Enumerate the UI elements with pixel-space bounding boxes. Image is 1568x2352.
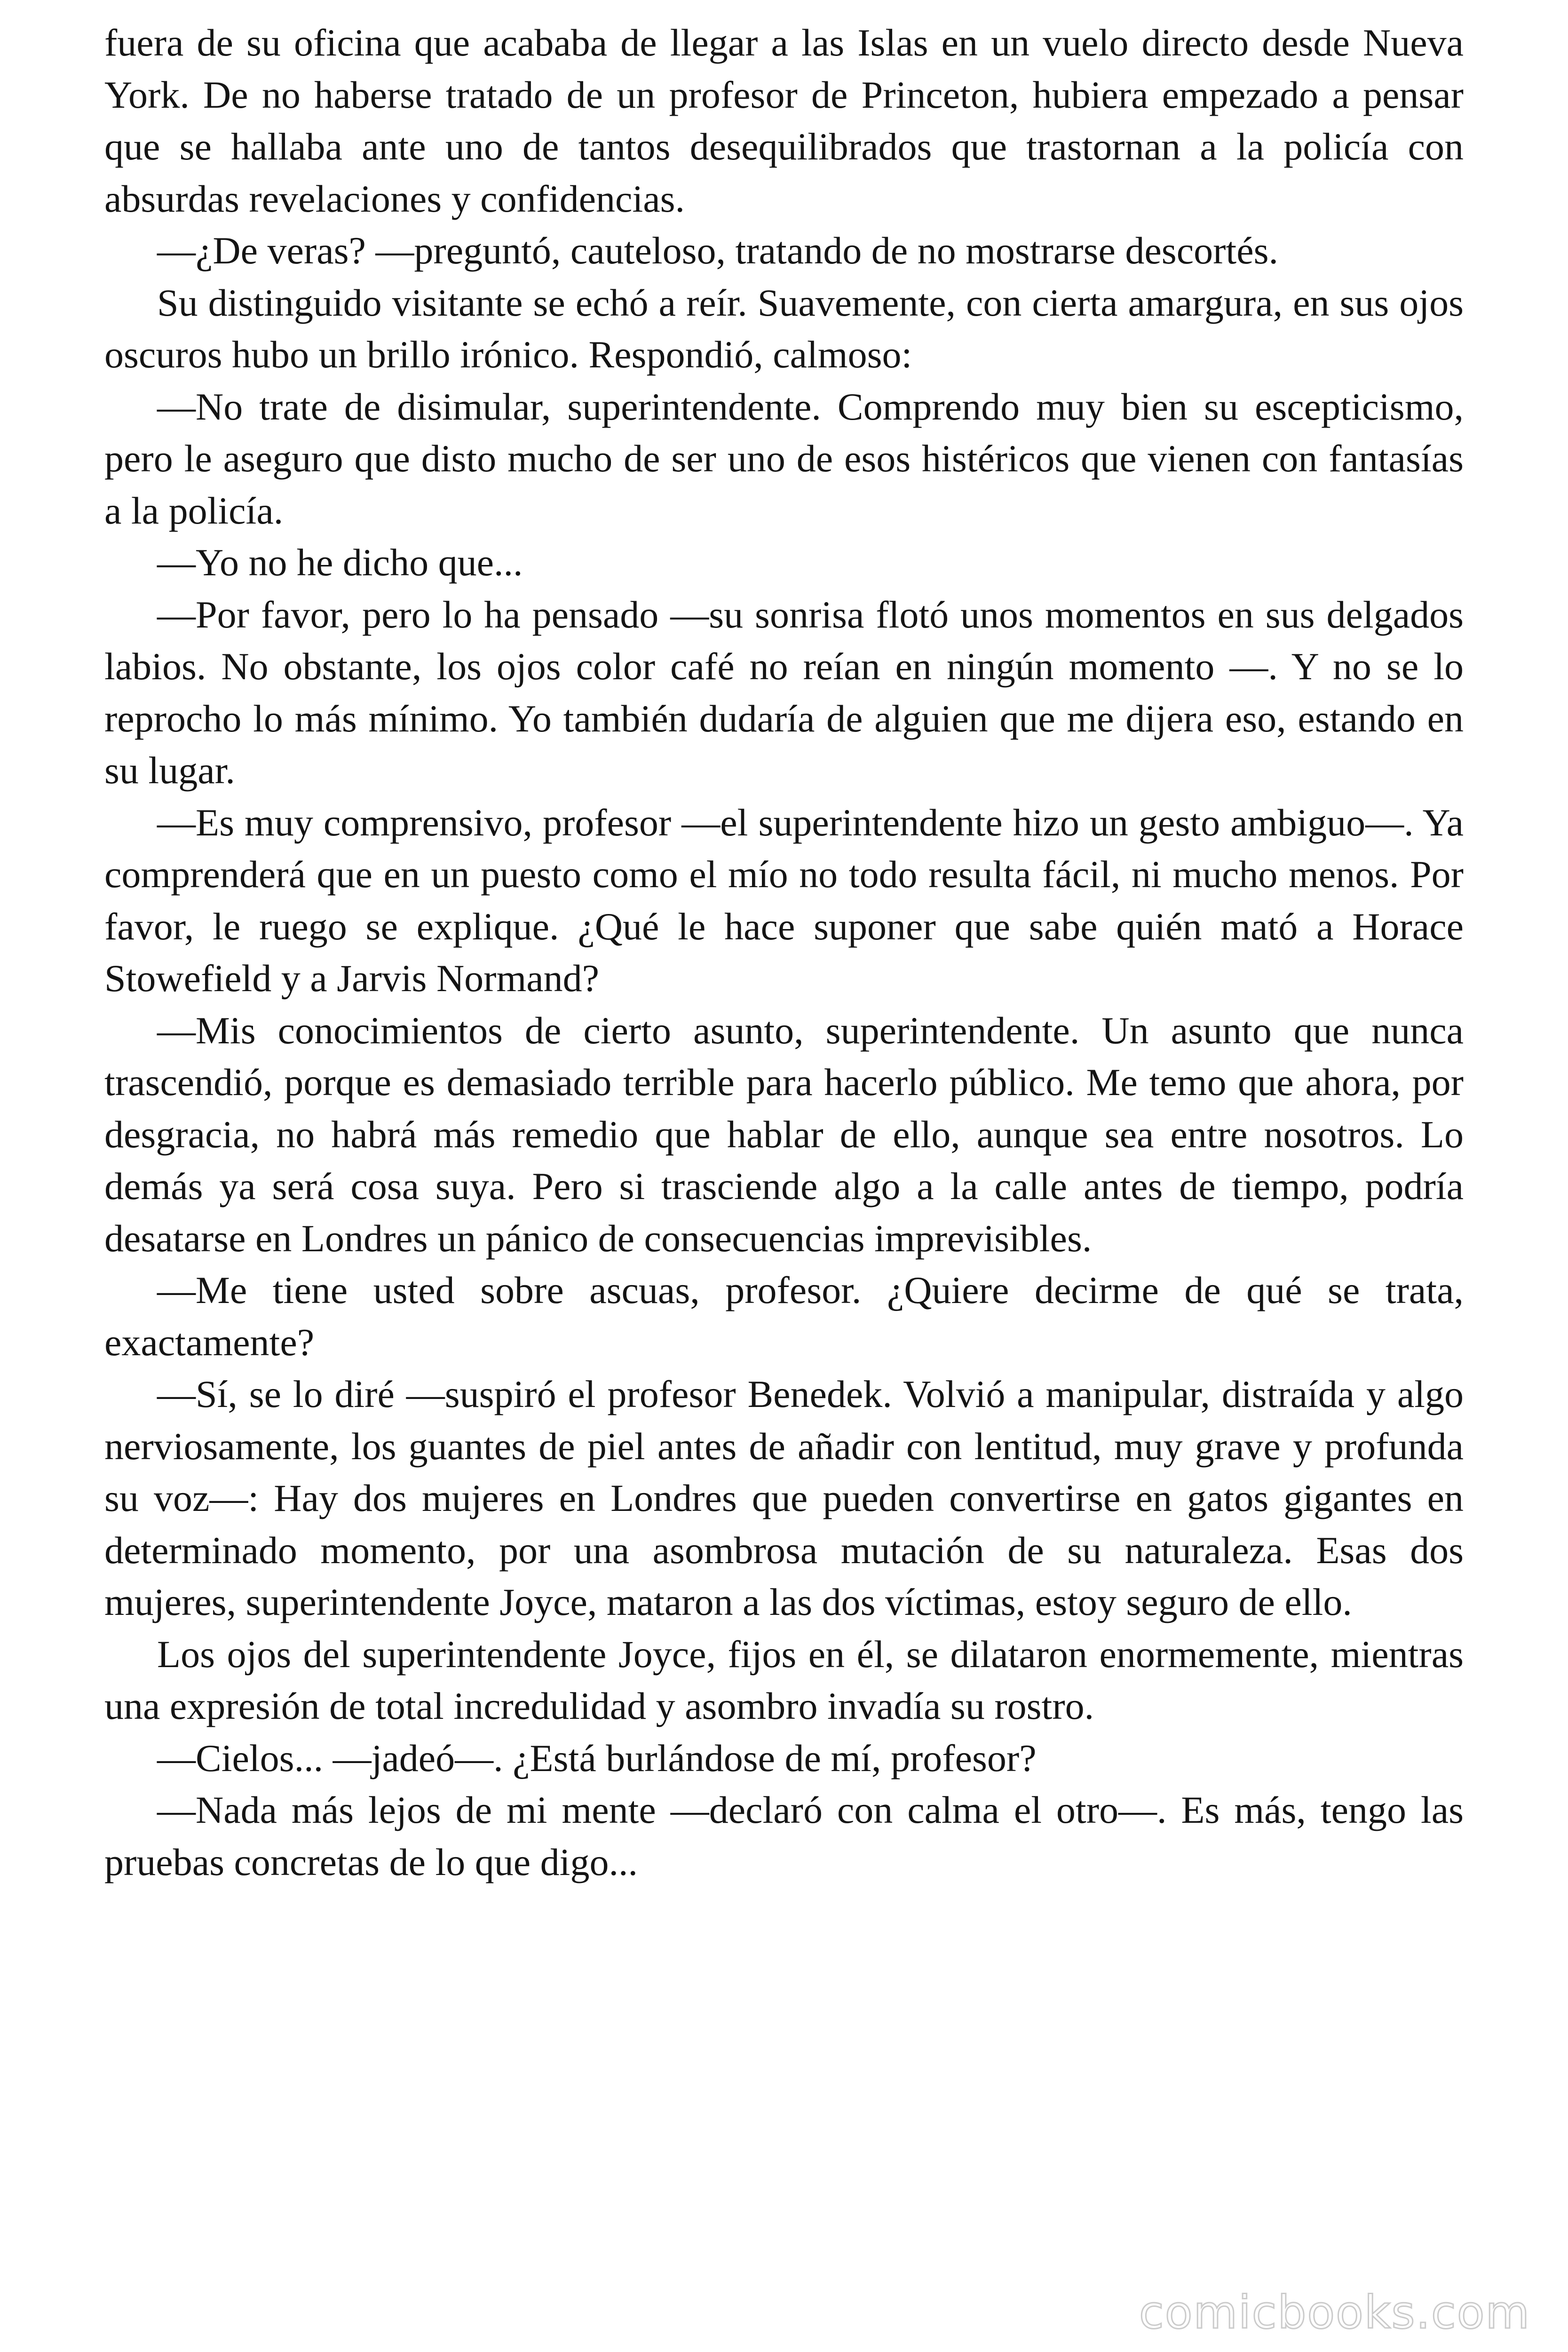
- paragraph: —Nada más lejos de mi mente —declaró con calma el otro—. Es más, tengo las pruebas concretas de lo que digo...: [104, 1788, 1464, 1883]
- paragraph: —Es muy comprensivo, profesor —el superintendente hizo un gesto ambiguo—. Ya comprenderá que en un puesto como el mío no todo resulta fácil, ni mucho menos. Por favor, le ruego se explique. ¿Qué le hace suponer que sabe quién mató a Horace Stowefield y a Jarvis Normand?: [104, 801, 1464, 1000]
- paragraph: —Sí, se lo diré —suspiró el profesor Benedek. Volvió a manipular, distraída y algo nerviosamente, los guantes de piel antes de añadir con lentitud, muy grave y profunda su voz—: Hay dos mujeres en Londres que pueden convertirse en gatos gigantes en determinado momento, por una asombrosa mutación de su naturaleza. Esas dos mujeres, superintendente Joyce, mataron a las dos víctimas, estoy seguro de ello.: [104, 1373, 1464, 1623]
- paragraph: Su distinguido visitante se echó a reír. Suavemente, con cierta amargura, en sus ojos oscuros hubo un brillo irónico. Respondió, calmoso:: [104, 281, 1464, 376]
- paragraph: —Cielos... —jadeó—. ¿Está burlándose de mí, profesor?: [157, 1736, 1037, 1780]
- watermark-text: comicbooks.com: [1139, 2286, 1530, 2339]
- paragraph: —No trate de disimular, superintendente. Comprendo muy bien su escepticismo, pero le aseguro que disto mucho de ser uno de esos histéricos que vienen con fantasías a la policía.: [104, 385, 1464, 532]
- paragraph: —Por favor, pero lo ha pensado —su sonrisa flotó unos momentos en sus delgados labios. No obstante, los ojos color café no reían en ningún momento —. Y no se lo reprocho lo más mínimo. Yo también dudaría de alguien que me dijera eso, estando en su lugar.: [104, 593, 1464, 792]
- body-text: [104, 17, 1464, 1888]
- paragraph: —¿De veras? —preguntó, cauteloso, tratando de no mostrarse descortés.: [157, 229, 1279, 272]
- paragraph: —Mis conocimientos de cierto asunto, superintendente. Un asunto que nunca trascendió, porque es demasiado terrible para hacerlo público. Me temo que ahora, por desgracia, no habrá más remedio que hablar de ello, aunque sea entre nosotros. Lo demás ya será cosa suya. Pero si trasciende algo a la calle antes de tiempo, podría desatarse en Londres un pánico de consecuencias imprevisibles.: [104, 1009, 1464, 1260]
- paragraph: Los ojos del superintendente Joyce, fijos en él, se dilataron enormemente, mientras una expresión de total incredulidad y asombro invadía su rostro.: [104, 1632, 1464, 1727]
- paragraph: —Yo no he dicho que...: [157, 541, 523, 584]
- paragraph: fuera de su oficina que acababa de llegar a las Islas en un vuelo directo desde Nueva York. De no haberse tratado de un profesor de Princeton, hubiera empezado a pensar que se hallaba ante uno de tantos desequilibrados que trastornan a la policía con absurdas revelaciones y confidencias.: [104, 21, 1464, 220]
- paragraph: —Me tiene usted sobre ascuas, profesor. ¿Quiere decirme de qué se trata, exactamente?: [104, 1269, 1464, 1364]
